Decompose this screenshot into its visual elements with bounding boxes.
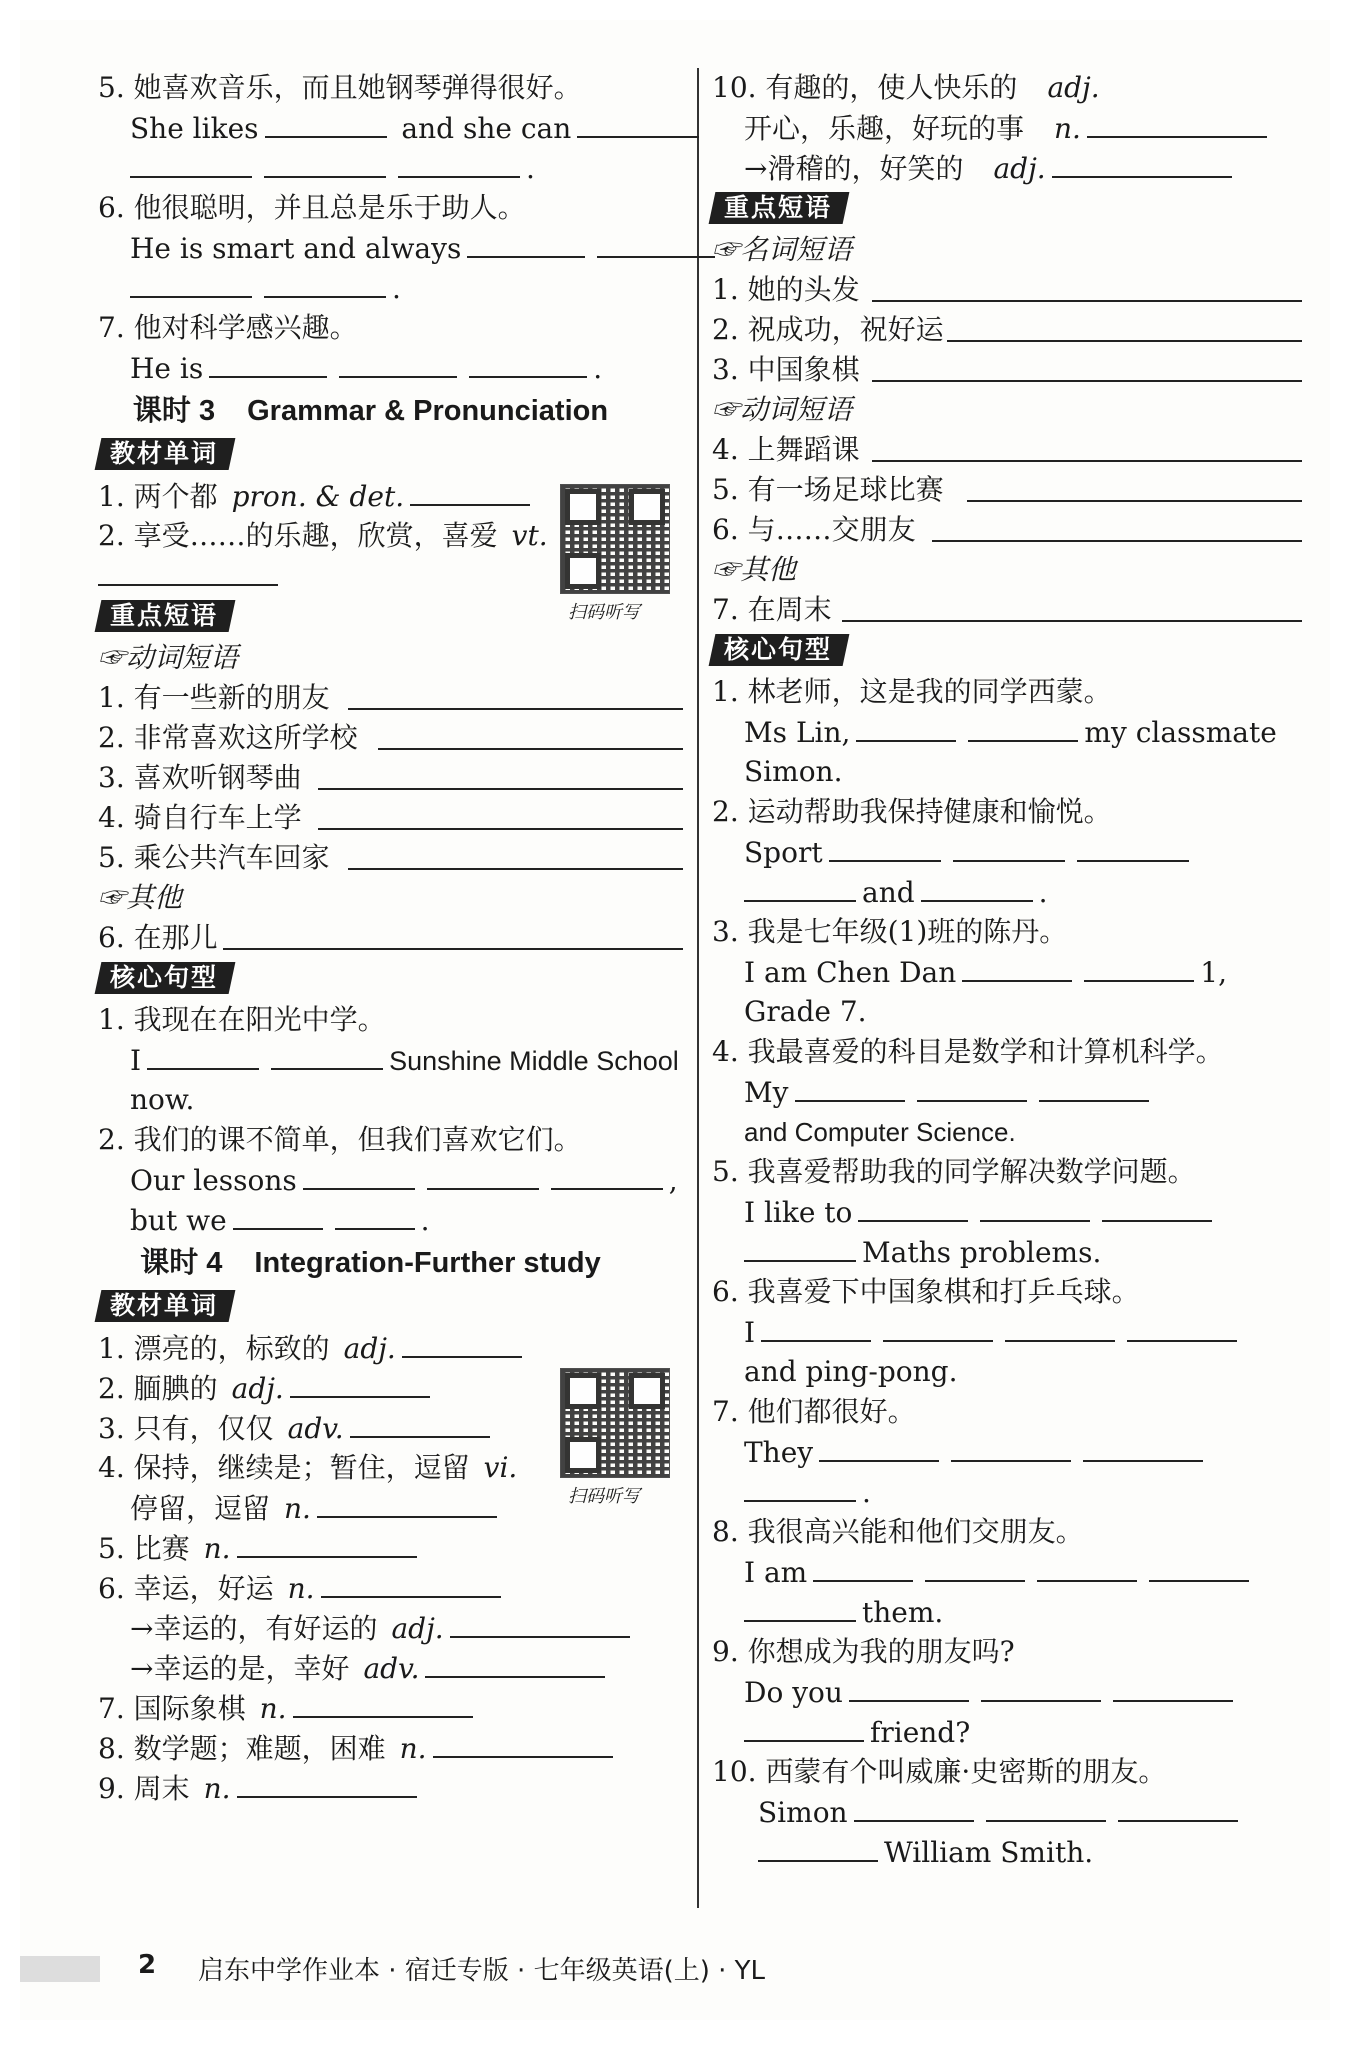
answer-blank[interactable] [233,1200,323,1230]
r-sentence-9-end: friend? [712,1712,1302,1752]
r-phrase-7: 7. 在周末 [712,590,1302,630]
answer-blank[interactable] [858,1192,968,1222]
answer-blank[interactable] [872,380,1302,382]
l3-word-1: 1. 两个都 pron. & det. [98,476,683,516]
answer-blank[interactable] [130,268,252,298]
r-sentence-3-end: Grade 7. [744,995,867,1028]
l3-sentence-1-en: I Sunshine Middle School [98,1040,683,1080]
r-sentence-8-end: them. [712,1592,1302,1632]
l3-phrase-2: 2. 非常喜欢这所学校 [98,718,683,758]
answer-blank[interactable] [350,1408,490,1438]
l4-word-2: 2. 腼腆的 adj. [98,1368,683,1408]
answer-blank[interactable] [925,1552,1025,1582]
answer-blank[interactable] [967,500,1302,502]
r-sentence-2-en: Sport [712,832,1302,872]
answer-blank[interactable] [427,1160,539,1190]
r-phrase-3: 3. 中国象棋 [712,350,1302,390]
l3-phrase-6: 6. 在那儿 [98,918,683,958]
l4-word-6c: →幸运的是，幸好 adv. [98,1648,683,1688]
answer-blank[interactable] [339,348,457,378]
section-tag-phrases: 重点短语 [709,192,850,224]
answer-blank[interactable] [758,1832,878,1862]
answer-blank[interactable] [1127,1312,1237,1342]
answer-blank[interactable] [813,1552,913,1582]
r-sentence-7-cn: 7. 他们都很好。 [712,1395,916,1428]
q6-chinese: 6. 他很聪明，并且总是乐于助人。 [98,191,526,224]
answer-blank[interactable] [953,832,1065,862]
answer-blank[interactable] [147,1040,259,1070]
r-sentence-5-en: I like to [712,1192,1302,1232]
answer-blank[interactable] [744,1592,856,1622]
answer-blank[interactable] [849,1672,969,1702]
answer-blank[interactable] [551,1160,663,1190]
answer-blank[interactable] [951,1432,1071,1462]
answer-blank[interactable] [410,476,530,506]
q5-english: She likes and she can [98,108,683,148]
l3-sentence-2-end: but we . [98,1200,683,1240]
l3-sentence-1-end: now. [130,1083,195,1116]
answer-blank[interactable] [1052,148,1232,178]
r-sentence-9-cn: 9. 你想成为我的朋友吗? [712,1635,1015,1668]
r-sentence-7-en: They [712,1432,1302,1472]
r-phrase-2: 2. 祝成功，祝好运 [712,310,1302,350]
answer-blank[interactable] [317,1488,497,1518]
page-number: 2 [138,1950,157,1980]
l4-word-9: 9. 周末 n. [98,1768,683,1808]
l3-sentence-2-cn: 2. 我们的课不简单，但我们喜欢它们。 [98,1123,582,1156]
answer-blank[interactable] [318,828,683,830]
answer-blank[interactable] [854,1792,974,1822]
other-label: ☞其他 [712,553,797,586]
answer-blank[interactable] [223,948,683,950]
answer-blank[interactable] [1084,952,1194,982]
answer-blank[interactable] [761,1312,871,1342]
qr-caption: 扫码听写 [568,602,640,623]
r-word-10b: 开心，乐趣，好玩的事 n. [712,108,1302,148]
l3-phrase-1: 1. 有一些新的朋友 [98,678,683,718]
answer-blank[interactable] [1039,1072,1149,1102]
l3-phrase-5: 5. 乘公共汽车回家 [98,838,683,878]
r-word-10: 10. 有趣的，使人快乐的 adj. [712,71,1100,104]
answer-blank[interactable] [921,872,1033,902]
q6-english: He is smart and always [98,228,683,268]
answer-blank[interactable] [237,1768,417,1798]
answer-blank[interactable] [402,1328,522,1358]
q6-blanks: . [98,268,683,308]
section-tag-sentences: 核心句型 [95,962,236,994]
l4-word-1: 1. 漂亮的，标致的 adj. [98,1328,683,1368]
r-sentence-4-en: My [712,1072,1302,1112]
page-footer [20,1950,1330,1990]
l4-word-6: 6. 幸运，好运 n. [98,1568,683,1608]
right-column [712,68,1302,1872]
answer-blank[interactable] [293,1688,473,1718]
left-column [98,68,683,1808]
answer-blank[interactable] [744,1712,864,1742]
answer-blank[interactable] [856,712,956,742]
answer-blank[interactable] [819,1432,939,1462]
r-sentence-3-cn: 3. 我是七年级(1)班的陈丹。 [712,915,1068,948]
section-tag-phrases: 重点短语 [95,600,236,632]
r-sentence-2-end: and . [712,872,1302,912]
answer-blank[interactable] [795,1072,905,1102]
section-tag-words: 教材单词 [95,438,236,470]
r-sentence-1-cn: 1. 林老师，这是我的同学西蒙。 [712,675,1112,708]
answer-blank[interactable] [271,1040,383,1070]
answer-blank[interactable] [1005,1312,1115,1342]
l3-phrase-3: 3. 喜欢听钢琴曲 [98,758,683,798]
answer-blank[interactable] [209,348,327,378]
l4-word-8: 8. 数学题；难题，困难 n. [98,1728,683,1768]
l4-word-4: 4. 保持，继续是；暂住，逗留 vi. [98,1451,518,1484]
answer-blank[interactable] [1102,1192,1212,1222]
answer-blank[interactable] [980,1192,1090,1222]
answer-blank[interactable] [883,1312,993,1342]
answer-blank[interactable] [1087,108,1267,138]
answer-blank[interactable] [1083,1432,1203,1462]
answer-blank[interactable] [981,1672,1101,1702]
r-phrase-6: 6. 与……交朋友 [712,510,1302,550]
r-sentence-7-end: . [712,1472,1302,1512]
verb-phrases-label: ☞动词短语 [98,641,239,674]
answer-blank[interactable] [1118,1792,1238,1822]
qr-caption: 扫码听写 [568,1486,640,1507]
r-phrase-1: 1. 她的头发 [712,270,1302,310]
answer-blank[interactable] [335,1200,415,1230]
answer-blank[interactable] [290,1368,430,1398]
answer-blank[interactable] [450,1608,630,1638]
answer-blank[interactable] [433,1728,613,1758]
footer-title: 启东中学作业本 · 宿迁专版 · 七年级英语(上) · YL [198,1956,766,1986]
r-sentence-4-end: and Computer Science. [744,1117,1016,1147]
answer-blank[interactable] [947,340,1302,342]
answer-blank[interactable] [469,348,587,378]
r-sentence-10-en: Simon [712,1792,1302,1832]
answer-blank[interactable] [237,1528,417,1558]
l3-sentence-1-cn: 1. 我现在在阳光中学。 [98,1003,386,1036]
answer-blank[interactable] [932,540,1302,542]
answer-blank[interactable] [98,556,278,586]
q5-blanks: . [98,148,683,188]
section-tag-sentences: 核心句型 [709,634,850,666]
verb-phrases-label: ☞动词短语 [712,393,853,426]
answer-blank[interactable] [872,460,1302,462]
answer-blank[interactable] [321,1568,501,1598]
l4-word-5: 5. 比赛 n. [98,1528,683,1568]
answer-blank[interactable] [264,268,386,298]
answer-blank[interactable] [265,108,387,138]
r-sentence-1-end: Simon. [744,755,843,788]
answer-blank[interactable] [962,952,1072,982]
q7-english: He is . [98,348,683,388]
l3-word-2: 2. 享受……的乐趣，欣赏，喜爱 vt. [98,519,548,552]
r-sentence-9-en: Do you [712,1672,1302,1712]
qr-code-icon[interactable] [560,1368,670,1478]
r-sentence-4-cn: 4. 我最喜爱的科目是数学和计算机科学。 [712,1035,1224,1068]
r-sentence-6-cn: 6. 我喜爱下中国象棋和打乒乓球。 [712,1275,1140,1308]
answer-blank[interactable] [398,148,520,178]
r-word-10c: →滑稽的，好笑的 adj. [712,148,1302,188]
answer-blank[interactable] [744,1472,856,1502]
answer-blank[interactable] [597,228,715,258]
r-sentence-8-cn: 8. 我很高兴能和他们交朋友。 [712,1515,1084,1548]
r-sentence-10-end: William Smith. [712,1832,1302,1872]
answer-blank[interactable] [1077,832,1189,862]
answer-blank[interactable] [744,1232,856,1262]
other-label: ☞其他 [98,881,183,914]
answer-blank[interactable] [744,872,856,902]
answer-blank[interactable] [425,1648,605,1678]
r-sentence-3-en: I am Chen Dan 1, [712,952,1302,992]
q5-chinese: 5. 她喜欢音乐，而且她钢琴弹得很好。 [98,71,582,104]
r-sentence-8-en: I am [712,1552,1302,1592]
l3-sentence-2-en: Our lessons , [98,1160,683,1200]
answer-blank[interactable] [872,300,1302,302]
l4-word-7: 7. 国际象棋 n. [98,1688,683,1728]
lesson3-heading: 课时 3 Grammar & Pronunciation [132,395,609,427]
footer-gray-mark [20,1956,100,1982]
answer-blank[interactable] [378,748,683,750]
l4-word-6b: →幸运的，有好运的 adj. [98,1608,683,1648]
l4-word-4b: 停留，逗留 n. [98,1488,683,1528]
answer-blank[interactable] [348,708,683,710]
q7-chinese: 7. 他对科学感兴趣。 [98,311,358,344]
l3-phrase-4: 4. 骑自行车上学 [98,798,683,838]
answer-blank[interactable] [130,148,252,178]
answer-blank[interactable] [842,620,1302,622]
answer-blank[interactable] [986,1792,1106,1822]
answer-blank[interactable] [1149,1552,1249,1582]
qr-code-icon[interactable] [560,484,670,594]
r-sentence-6-en: I [712,1312,1302,1352]
section-tag-words: 教材单词 [95,1290,236,1322]
answer-blank[interactable] [348,868,683,870]
answer-blank[interactable] [829,832,941,862]
column-divider [697,68,699,1908]
answer-blank[interactable] [1037,1552,1137,1582]
answer-blank[interactable] [303,1160,415,1190]
answer-blank[interactable] [577,108,699,138]
answer-blank[interactable] [318,788,683,790]
r-sentence-2-cn: 2. 运动帮助我保持健康和愉悦。 [712,795,1112,828]
answer-blank[interactable] [1113,1672,1233,1702]
r-sentence-5-cn: 5. 我喜爱帮助我的同学解决数学问题。 [712,1155,1196,1188]
r-phrase-5: 5. 有一场足球比赛 [712,470,1302,510]
r-sentence-10-cn: 10. 西蒙有个叫威廉·史密斯的朋友。 [712,1755,1167,1788]
lesson4-heading: 课时 4 Integration-Further study [140,1247,601,1279]
r-sentence-5-end: Maths problems. [712,1232,1302,1272]
answer-blank[interactable] [917,1072,1027,1102]
r-phrase-4: 4. 上舞蹈课 [712,430,1302,470]
noun-phrases-label: ☞名词短语 [712,233,853,266]
r-sentence-6-end: and ping-pong. [744,1355,958,1388]
answer-blank[interactable] [467,228,585,258]
l4-word-3: 3. 只有，仅仅 adv. [98,1408,683,1448]
answer-blank[interactable] [968,712,1078,742]
answer-blank[interactable] [264,148,386,178]
r-sentence-1-en: Ms Lin, my classmate [712,712,1302,752]
